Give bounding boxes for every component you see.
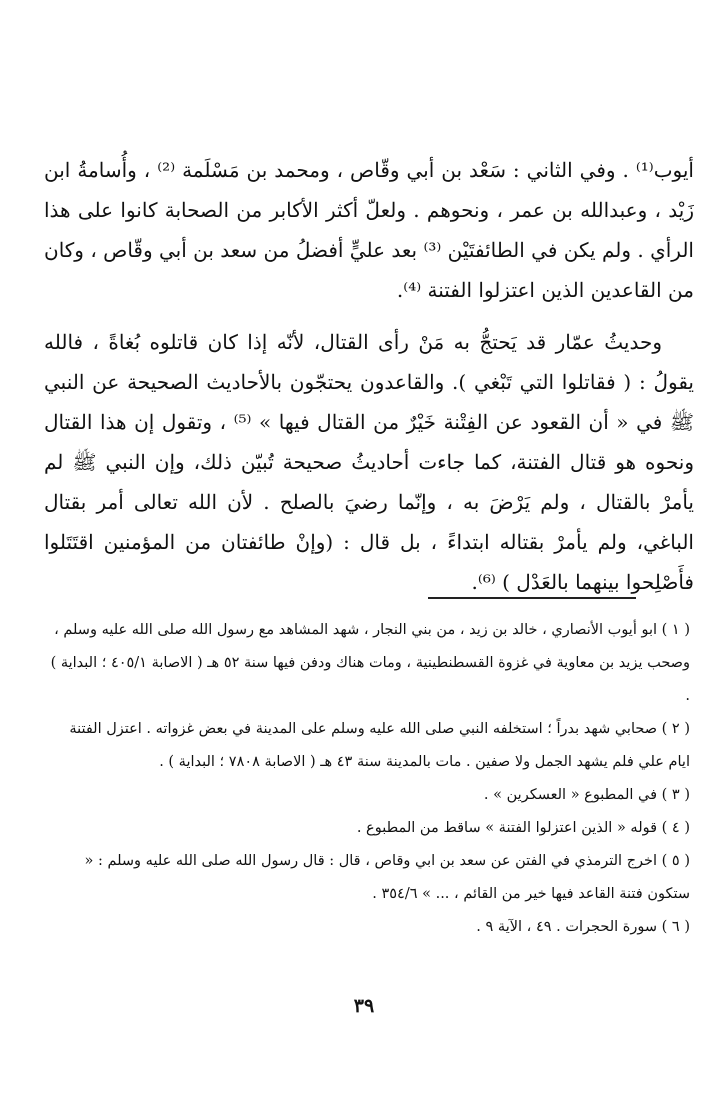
paragraph: أيوب⁽¹⁾ . وفي الثاني : سَعْد بن أبي وقّاص ، ومحمد بن مَسْلَمة ⁽²⁾ ، وأُسامةُ ابن زَيْد ، وعبدالله بن عمر ، ونحوهم . ولعلّ أكثر الأكابر من الصحابة كانوا على هذا الرأي . ولم يكن في الطائفتَيْن ⁽³⁾ بعد عليٍّ أفضلُ من سعد بن أبي وقّاص ، وكان من القاعدين الذين اعتزلوا الفتنة ⁽⁴⁾.: [44, 158, 694, 302]
footnote-5: ( ٥ ) اخرج الترمذي في الفتن عن سعد بن ابي وقاص ، قال : قال رسول الله صلى الله عليه وسلم : « ستكون فتنة القاعد فيها خير من القائم ، ... » ٣٥٤/٦ .: [84, 853, 690, 902]
footnote-4: ( ٤ ) قوله « الذين اعتزلوا الفتنة » ساقط من المطبوع .: [356, 820, 690, 836]
footnotes: [44, 614, 690, 944]
footnote-6: ( ٦ ) سورة الحجرات . ٤٩ ، الآية ٩ .: [476, 919, 690, 935]
footnote-2: ( ٢ ) صحابي شهد بدراً ؛ استخلفه النبي صلى الله عليه وسلم على المدينة في بعض غزواته . اعتزل الفتنة ايام علي فلم يشهد الجمل ولا صفين . مات بالمدينة سنة ٤٣ هـ ( الاصابة ٧٨٠٨ ؛ البداية ) .: [69, 721, 690, 770]
main-text: [44, 150, 694, 602]
paragraph: وحديثُ عمّار قد يَحتجُّ به مَنْ رأى القتال، لأنّه إذا كان قاتلوه بُغاةً ، فالله يقولُ : ( فقاتلوا التي تَبْغي ). والقاعدون يحتجّون بالأحاديث الصحيحة عن النبي ﷺ في « أن القعود عن الفِتْنة خَيْرٌ من القتال فيها » ⁽⁵⁾ ، وتقول إن هذا القتال ونحوه هو قتال الفتنة، كما جاءت أحاديثُ صحيحة تُبيّن ذلك، وإن النبي ﷺ لم يأمرْ بالقتال ، ولم يَرْضَ به ، وإنّما رضيَ بالصلح . لأن الله تعالى أمر بقتال الباغي، ولم يأمرْ بقتاله ابتداءً ، بل قال : (وإنْ طائفتان من المؤمنين اقتَتَلوا فأَصْلِحوا بينهما بالعَدْل ) ⁽⁶⁾.: [44, 330, 694, 594]
footnote-3: ( ٣ ) في المطبوع « العسكرين » .: [483, 787, 690, 803]
footnote-separator: [428, 597, 636, 599]
footnote-1: ( ١ ) ابو أيوب الأنصاري ، خالد بن زيد ، من بني النجار ، شهد المشاهد مع رسول الله صلى الله عليه وسلم ، وصحب يزيد بن معاوية في غزوة القسطنطينية ، ومات هناك ودفن فيها سنة ٥٢ هـ ( الاصابة ٤٠٥/١ ؛ البداية ) .: [50, 622, 690, 704]
page-number: ٣٩: [353, 995, 375, 1017]
